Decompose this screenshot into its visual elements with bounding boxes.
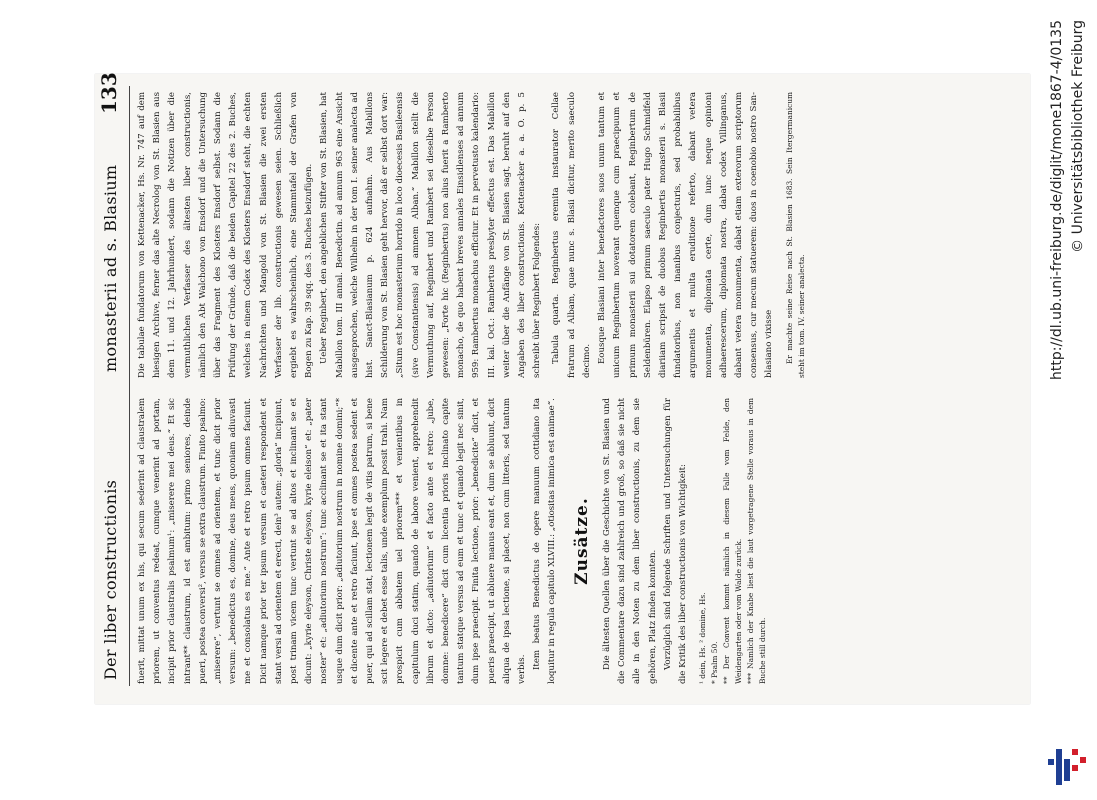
- library-credit-bar: [1040, 0, 1097, 800]
- body-paragraph: Item beatus Benedictus de opere manuum cottidiano ita loquitur in regula capitulo XLVIII.: „otiositas inimica est animae“.: [532, 398, 558, 684]
- page-number: 133: [97, 72, 121, 114]
- running-header-right: monasterii ad s. Blasium: [101, 164, 120, 372]
- copyright-notice: © Universitätsbibliothek Freiburg: [1070, 20, 1086, 253]
- footnote: ** Der Convent kommt nämlich in diesem Falle vom Felde, den Weidengarten oder vom Walde zurück.: [722, 398, 744, 684]
- body-paragraph: Tabula quarta. Reginbertus eremita instaurator Cellae fratrum ad Albam, quae nunc s. Blasii dicitur, merito saeculo decimo.: [551, 92, 592, 378]
- body-paragraph: Die tabulae fundatorum von Kettenacker, Hs. Nr. 747 auf dem hiesigen Archive, ferner das alte Necrolog von St. Blasien aus dem 11. und 12. Jahrhundert, sodann die Notizen über die vermuthlichen Verfasser des ältesten liber constructionis, nämlich den Abt Walchono von Ensdorf und die Untersuchung über das Fragment des Klosters Ensdorf selbst. Sodann die Prüfung der Gründe, daß die beiden Capitel 22 des 2. Buches, welches in einem Codex des Klosters Ensdorf steht, die echten Nachrichten und Mangold von St. Blasien die zwei ersten Verfasser der lib. constructionis gewesen seien. Schließlich ergiebt es wahrscheinlich, eine Stammtafel der Grafen von Bogen zu Kap. 39 sqq. des 3. Buches beizufügen.: [137, 92, 315, 378]
- header-rule: [129, 86, 130, 686]
- credit-lines: [1040, 0, 1097, 800]
- scanned-page: [95, 74, 1030, 704]
- footnote: *** Namlich der Knabe liest die laut vorgetragene Stelle voraus in dem Buche still durch.: [746, 398, 768, 684]
- footnote: * Psalm 50.: [710, 641, 720, 684]
- running-header-left: Der liber constructionis: [101, 479, 120, 680]
- left-column: [135, 398, 769, 684]
- footnote: ¹ dein, Hs. ² domine, Hs.: [698, 592, 708, 684]
- body-paragraph: Eousque Blasiani inter benefactores suos unum tantum et unicum Reginbertum noverant quemque cum praecipuum et primum monasterii sui dotatorem colebant, Reginbertum de Seldenbüren. Elapso primum saeculo pater Hugo Schmidfeld diariiam scripsit de duobus Reginbertis monasterii s. Blasii fundatoribus, non inanibus conjecturis, sed probabilibus argumentis et multa eruditione referto, dabant vetera monumenta, diplomata certe, dum iunc neque opinioni adhaerescerum, diplomata nostra, dabat codex Villinganus, dabant vetera monumenta, dabat etiam exterorum scriptorum consensus, cur mecum statuerem: duos in coenobio nostro San-blasiano vixisse: [597, 92, 775, 378]
- body-paragraph: fuerit, mittat unum ex his, qui secum sederint ad claustralem priorem, ut conventus redeat, cumque venerint ad portam, incipit prior claustralis psalmum¹: „miserere mei deus.“ Et sic intrant** claustrum, id est ambitum: primo seniores, deinde pueri, postea conversi², versus se extra claustrum. Finito psalmo: „miserere“, vertunt se omnes ad orientem, et tunc dicit prior versum: „benedictus es, domine, deus meus, quoniam adiuvasti me et consolatus es me.“ Ante et retro ipsum omnes faciunt. Dicit namque prior ter ipsum versum et caeteri respondent et stant versi ad orientem et erecti, dein³ autem: „gloria“ incipiunt, post trinam vicem tunc vertunt se ad altos et inclinant se et dicunt: „kyrie eleyson, Christe eleyson, kyrie eleison“ et: „pater noster“ et: „adiutorium nostrum“: tunc acclinant se et ita stant usque dum dicit prior: „adiutorium nostrum in nomine domini;“* et dicente ante et retro faciunt, ipse et omnes postea sedent et puer, qui ad scillam stat, lectionem legit de vitis patrum, si bene scit legere et debet esse talis, unde exemplum possit trahi. Nam prospicit cum abbatem uel priorem*** et venientibus in capitulum duci statim, quando de labore venient, apprehendit librum et dicto: „adiutorium“ et facto ante et retro: „jube, domne: benedicere“ dicit cum licentia prioris inclinato capite tantum statque versus ad eum et tunc et quando legit nec sinit, dum ipse praecipit. Finita lectione, prior: „benedicite“ dicit, et pueris praecipit, ut abluere manus eant et, dum se abluunt, dicit aliqua de ipsa lectione, si placet, non cum litteris, sed tantum verbis.: [137, 398, 528, 684]
- body-paragraph: Die ältesten Quellen über die Geschichte von St. Blasien und die Commentare dazu sind zahlreich und groß, so daß sie nicht alle in den Noten zu dem liber constructionis, zu dem sie gehören, Platz finden konnten.: [601, 398, 658, 684]
- rotated-page-content: [95, 74, 1030, 704]
- university-library-logo-icon: [1046, 745, 1090, 789]
- body-paragraph: Ueber Reginbert, den angeblichen Stifter von St. Blasien, hat Mabillon tom. III annal. Benedictin. ad annum 963 eine Ansicht ausgesprochen, welche Wilhelm in der tom I. seiner analecta ad hist. Sanct-Blasianum p. 624 aufnahm. Aus Mabillons Schilderung von St. Blasien geht hervor, daß er selbst dort war: „Situm est hoc monasterium horrido in loco dioecesis Basileensis (sive Constantiensis) ad amnem Alban.“ Mabillon stellt die Vermuthung auf, Reginbert und Rambert sei dieselbe Person gewesen: „Forte hic (Reginbertus) non alius fuerit a Ramberto monacho, de quo habent breves annales Einsidlenses ad annum 959: Rambertus monachus efficitur. Et in pervetusto kalendario: III. kal. Oct.: Rambertus presbyter effectus est. Das Mabillon weiter über die Anfänge von St. Blasien sagt, beruht auf den Angaben des liber constructionis. Kettenacker a. a. O. p. 5 schreibt über Reginbert Folgendes:: [319, 92, 543, 378]
- section-title: Zusätze.: [571, 497, 592, 585]
- footnote: Er machte seine Reise nach St. Blasien 1683. Sein Itergermanicum steht im tom. IV. seiner analecta.: [784, 92, 806, 378]
- source-url-link[interactable]: http://dl.ub.uni-freiburg.de/diglit/mone1867-4/0135: [1049, 20, 1065, 380]
- right-column: [135, 92, 808, 378]
- body-paragraph: Vorzüglich sind folgende Schriften und Untersuchungen für die Kritik des liber constructionis von Wichtigkeit:: [662, 398, 688, 684]
